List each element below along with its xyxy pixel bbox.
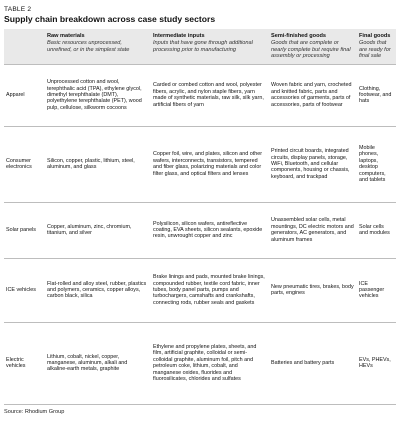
table-cell: New pneumatic tires, brakes, body parts, engines xyxy=(269,258,357,322)
table-cell: Unassembled solar cells, metal mountings, DC electric motors and generators, AC generators, and aluminum frames xyxy=(269,202,357,258)
table-row xyxy=(4,202,396,258)
table-cell: Brake linings and pads, mounted brake linings, compounded rubber, textile cord fabric, inner tubes, body panel parts, pumps and turbochargers, camshafts and crankshafts, connecting rods, rubber seals and gaskets xyxy=(151,258,269,322)
sector-cell: Consumer electronics xyxy=(4,126,45,202)
header-cell-semi-finished-goods xyxy=(269,29,357,64)
sector-cell: Electric vehicles xyxy=(4,322,45,404)
table-cell: Copper foil, wire, and plates, silicon and other wafers, interconnects, transistors, tempered and fiber glass, polarizing materials and color filter glass, and optical filters and lenses xyxy=(151,126,269,202)
column-name: Semi-finished goods xyxy=(271,33,327,39)
table-cell: Mobile phones, laptops, desktop computers, and tablets xyxy=(357,126,396,202)
column-desc: Goods that are ready for final sale xyxy=(359,40,391,60)
sector-cell: Apparel xyxy=(4,64,45,126)
table-row xyxy=(4,258,396,322)
header-cell-intermediate-inputs xyxy=(151,29,269,64)
table-cell: Batteries and battery parts xyxy=(269,322,357,404)
table-cell: Polysilicon, silicon wafers, antireflective coating, EVA sheets, silicon sealants, epoxide resin, unwrought copper and zinc xyxy=(151,202,269,258)
table-label: TABLE 2 xyxy=(4,6,32,13)
column-name: Intermediate inputs xyxy=(153,33,205,39)
table-cell: Clothing, footwear, and hats xyxy=(357,64,396,126)
column-name: Final goods xyxy=(359,33,391,39)
sector-cell: ICE vehicles xyxy=(4,258,45,322)
table-cell: Flat-rolled and alloy steel, rubber, plastics and polymers, ceramics, copper alloys, carbon black, silica xyxy=(45,258,151,322)
table-cell: Woven fabric and yarn, crocheted and knitted fabric, parts and accessories of garments, parts of accessories, parts of footwear xyxy=(269,64,357,126)
table-row xyxy=(4,64,396,126)
table-row xyxy=(4,126,396,202)
table-cell: Carded or combed cotton and wool, polyester fibers, acrylic, and nylon staple fibers, yarn made of synthetic materials, raw silk, silk yarn, artificial fibers of yarn xyxy=(151,64,269,126)
header-cell-raw-materials xyxy=(45,29,151,64)
table-row xyxy=(4,322,396,404)
header-cell-final-goods xyxy=(357,29,396,64)
table-cell: EVs, PHEVs, HEVs xyxy=(357,322,396,404)
table-cell: Unprocessed cotton and wool, terephthalic acid (TPA), ethylene glycol, dimethyl terephthalate (DMT), polyethylene terephthalate (PET), wood pulp, cellulose, silkworm cocoons xyxy=(45,64,151,126)
table-cell: Solar cells and modules xyxy=(357,202,396,258)
column-desc: Basic resources unprocessed, unrefined, or in the simplest state xyxy=(47,40,130,53)
header-cell-sector xyxy=(4,29,45,64)
source-note: Source: Rhodium Group xyxy=(4,408,65,415)
table-cell: Printed circuit boards, integrated circuits, display panels, storage, WiFi, Bluetooth, and cellular components, housing or chassis, keyboard, and trackpad xyxy=(269,126,357,202)
table-cell: ICE passenger vehicles xyxy=(357,258,396,322)
column-name: Raw materials xyxy=(47,33,85,39)
table-cell: Lithium, cobalt, nickel, copper, manganese, aluminum, alkali and alkaline-earth metals, graphite xyxy=(45,322,151,404)
supply-chain-table xyxy=(4,29,396,405)
sector-cell: Solar panels xyxy=(4,202,45,258)
table-cell: Copper, aluminum, zinc, chromium, titanium, and silver xyxy=(45,202,151,258)
column-desc: Inputs that have gone through additional processing prior to manufacturing xyxy=(153,40,253,53)
table-cell: Silicon, copper, plastic, lithium, steel, aluminum, and glass xyxy=(45,126,151,202)
column-desc: Goods that are complete or nearly complete but require final assembly or processing xyxy=(271,40,351,60)
table-cell: Ethylene and propylene plates, sheets, and film, artificial graphite, colloidal or semi-colloidal graphite, aluminum foil, pitch and petroleum coke, lithium, cobalt, and manganese oxides, fluorides and fluorosilicates, chlorides and sulfates xyxy=(151,322,269,404)
table-header-row xyxy=(4,29,396,64)
table-title: Supply chain breakdown across case study sectors xyxy=(4,14,216,24)
